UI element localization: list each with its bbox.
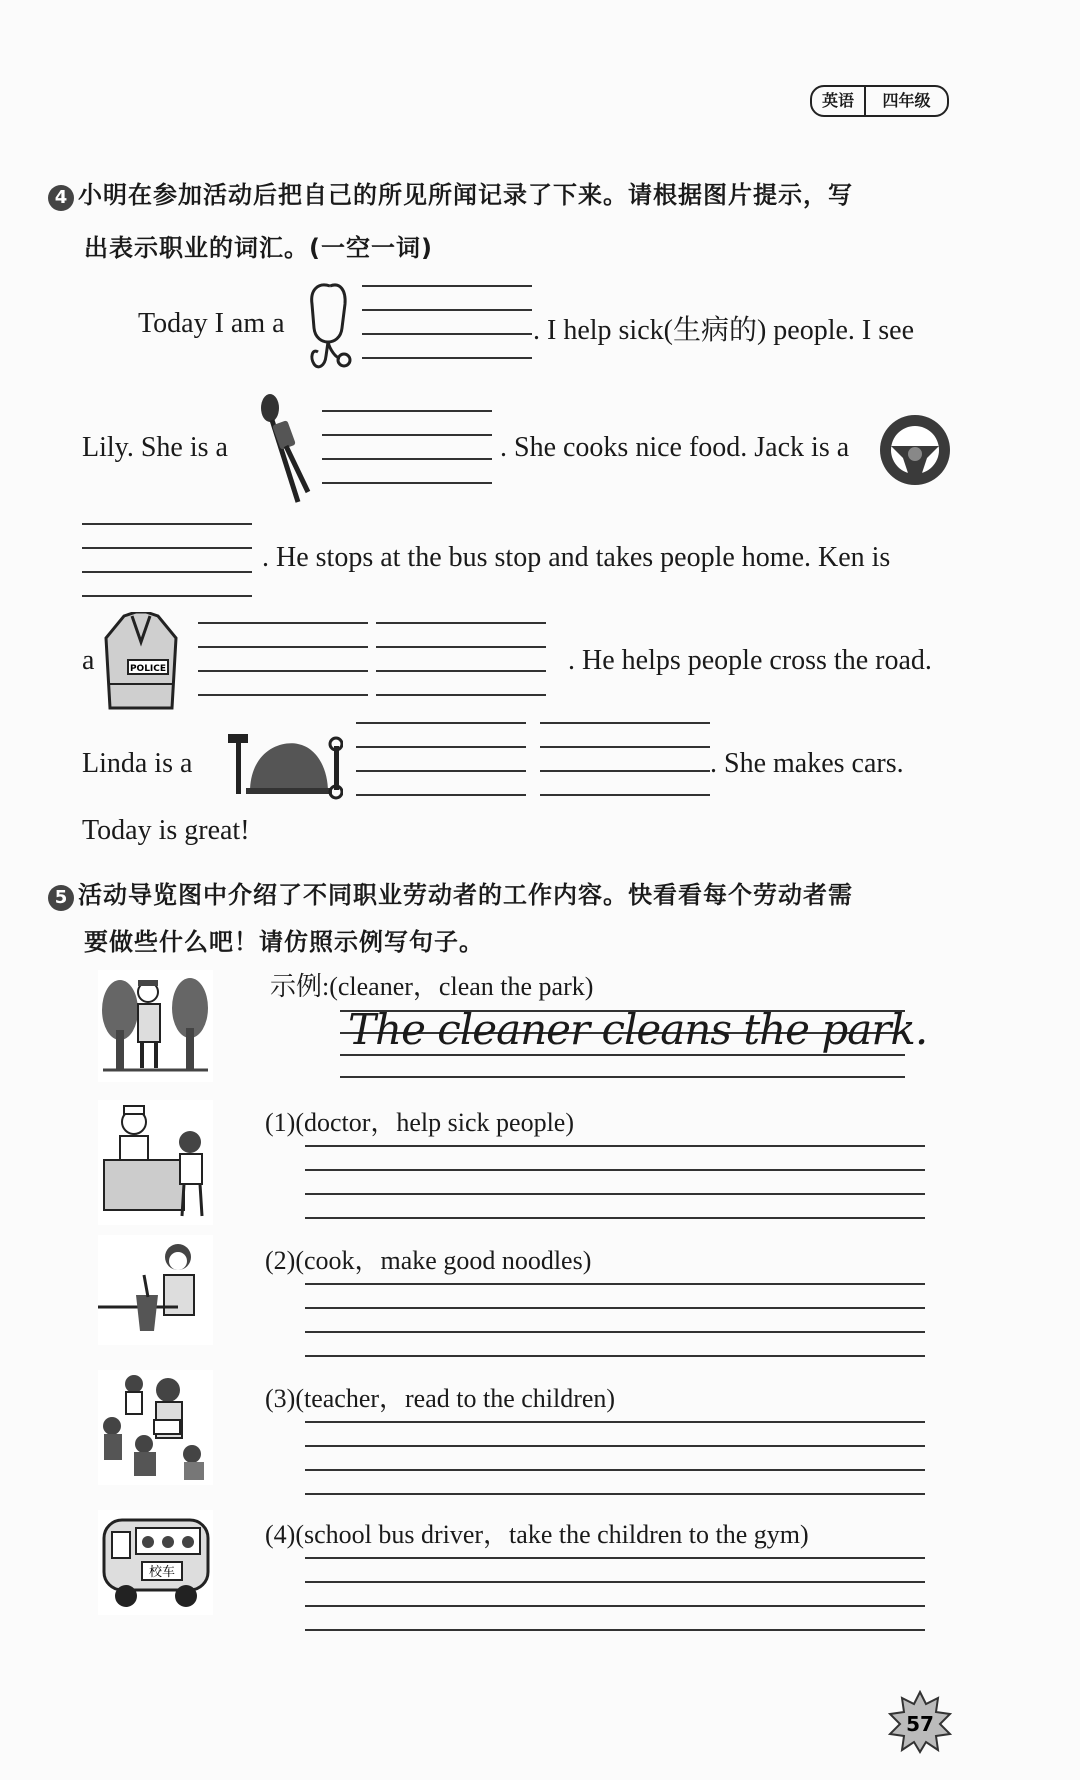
q4-text-5: . He stops at the bus stop and takes people home. Ken is xyxy=(262,542,891,573)
answer-blank-worker-2[interactable] xyxy=(540,722,710,796)
q5-item1-prompt: (1)(doctor，help sick people) xyxy=(265,1108,575,1137)
q5-item1-answer-lines[interactable] xyxy=(305,1145,925,1219)
q4-text-9: . She makes cars. xyxy=(710,748,904,779)
q5-example-answer: The cleaner cleans the park. xyxy=(348,1005,928,1054)
school-bus-picture xyxy=(98,1510,213,1615)
cleaner-picture xyxy=(98,970,213,1082)
answer-blank-worker-1[interactable] xyxy=(356,722,526,796)
q5-item3-answer-lines[interactable] xyxy=(305,1421,925,1495)
subject-grade-badge xyxy=(810,85,949,117)
cooking-utensils-icon xyxy=(250,392,315,507)
q4-text-3: Lily. She is a xyxy=(82,432,228,463)
q4-text-6: a xyxy=(82,645,95,676)
q4-heading xyxy=(48,175,853,211)
grade-label: 四年级 xyxy=(882,91,931,110)
q5-example-prompt: 示例:(cleaner，clean the park) xyxy=(270,972,594,1001)
q5-instruction-line1: 活动导览图中介绍了不同职业劳动者的工作内容。快看看每个劳动者需 xyxy=(78,881,853,909)
q4-instruction-line1: 小明在参加活动后把自己的所见所闻记录了下来。请根据图片提示，写 xyxy=(78,181,853,209)
q5-item2-prompt: (2)(cook，make good noodles) xyxy=(265,1246,592,1275)
q5-item4-answer-lines[interactable] xyxy=(305,1557,925,1631)
doctor-picture xyxy=(98,1100,213,1225)
q4-instruction-line2: 出表示职业的词汇。(一空一词) xyxy=(84,234,433,262)
answer-blank-doctor[interactable] xyxy=(362,285,532,359)
police-vest-icon xyxy=(102,612,180,712)
page-number: 57 xyxy=(906,1712,934,1736)
stethoscope-icon xyxy=(300,278,360,373)
answer-blank-driver[interactable] xyxy=(82,523,252,597)
page-number-badge xyxy=(888,1690,952,1754)
q4-text-1: Today I am a xyxy=(138,308,285,339)
hard-hat-tools-icon xyxy=(228,730,343,800)
q5-instruction-line2: 要做些什么吧！请仿照示例写句子。 xyxy=(84,928,484,956)
police-label: POLICE xyxy=(129,664,167,674)
cook-picture xyxy=(98,1235,213,1345)
q5-item3-prompt: (3)(teacher，read to the children) xyxy=(265,1384,616,1413)
q4-text-8: Linda is a xyxy=(82,748,193,779)
answer-blank-cook[interactable] xyxy=(322,410,492,484)
q5-number: 5 xyxy=(48,885,74,911)
q4-text-10: Today is great! xyxy=(82,815,250,846)
answer-blank-police-2[interactable] xyxy=(376,622,546,696)
steering-wheel-icon xyxy=(875,410,955,490)
answer-blank-police-1[interactable] xyxy=(198,622,368,696)
q5-item4-prompt: (4)(school bus driver，take the children to the gym) xyxy=(265,1520,809,1549)
q5-item2-answer-lines[interactable] xyxy=(305,1283,925,1357)
teacher-picture xyxy=(98,1370,213,1485)
q4-text-2: . I help sick(生病的) people. I see xyxy=(533,315,914,346)
bus-label: 校车 xyxy=(148,1565,176,1580)
q4-number: 4 xyxy=(48,185,74,211)
q4-text-7: . He helps people cross the road. xyxy=(568,645,932,676)
q4-text-4: . She cooks nice food. Jack is a xyxy=(500,432,850,463)
subject-label: 英语 xyxy=(812,87,866,115)
q5-heading xyxy=(48,875,853,911)
